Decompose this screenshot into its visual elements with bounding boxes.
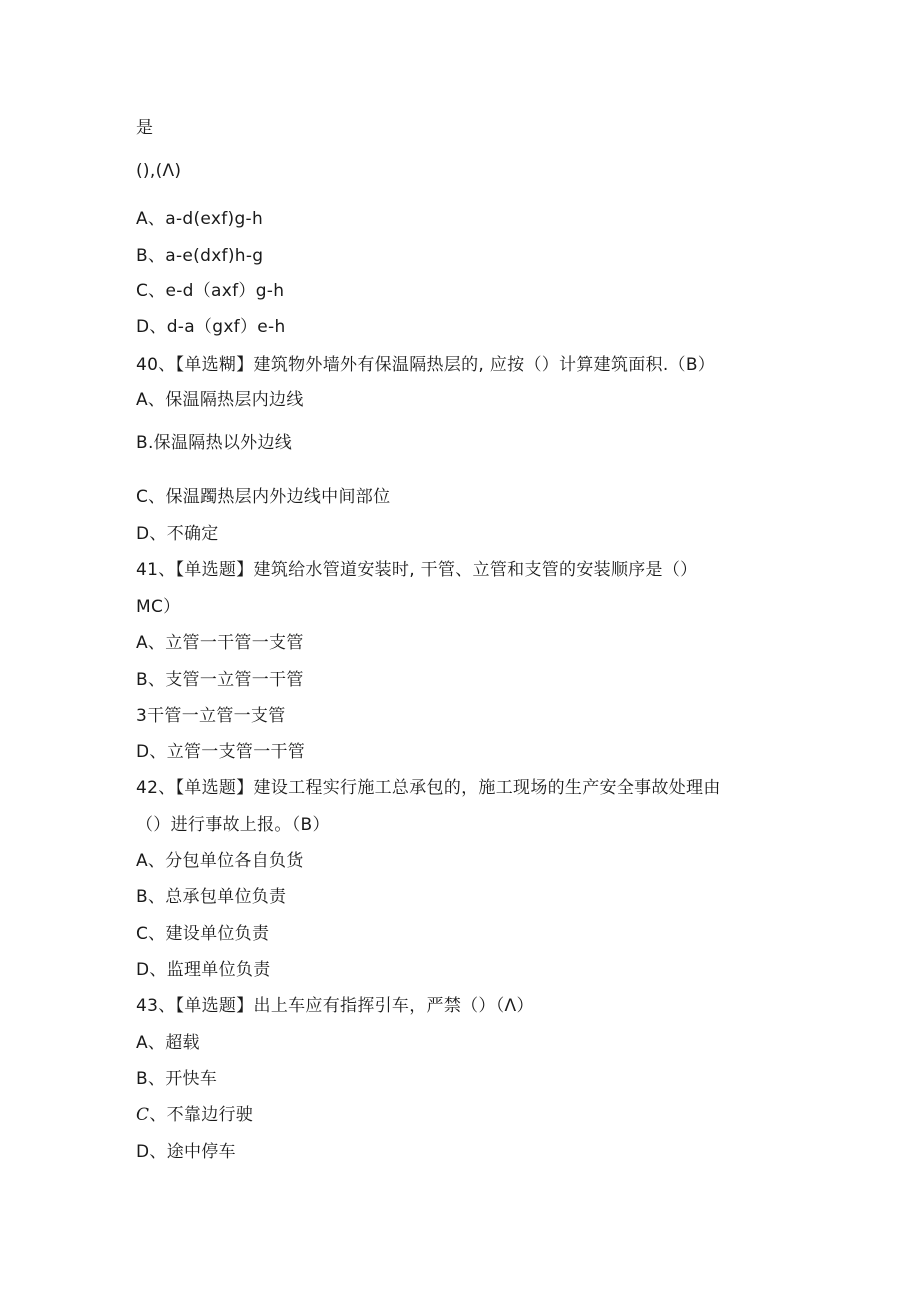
option-line: D、d-a（gxf）e-h [136, 317, 286, 337]
option-line: 3干管一立管一支管 [136, 706, 286, 726]
option-line: A、a-d(exf)g-h [136, 209, 264, 229]
option-text: 、不靠边行驶 [149, 1105, 254, 1125]
option-line: D、立管一支管一干管 [136, 742, 306, 762]
question-40: 40、【单选糊】建筑物外墙外有保温隔热层的, 应按（）计算建筑面积.（B） [136, 355, 716, 375]
option-line: C、保温躅热层内外边线中间部位 [136, 487, 391, 507]
text-line: (),(Λ) [136, 161, 182, 181]
option-line: D、途中停车 [136, 1142, 236, 1162]
option-line: B、开快车 [136, 1069, 218, 1089]
option-line: B、总承包单位负责 [136, 887, 287, 907]
option-line: D、监理单位负责 [136, 960, 271, 980]
question-41: 41、【单选题】建筑给水管道安装时, 干管、立管和支管的安装顺序是（） [136, 560, 698, 580]
option-line: A、立管一干管一支管 [136, 633, 304, 653]
option-label-c: C [136, 1105, 150, 1125]
answer-line: MC） [136, 597, 181, 617]
option-line: C、建设单位负责 [136, 924, 270, 944]
option-line: C、e-d（axf）g-h [136, 281, 285, 301]
question-42-cont: （）进行事故上报。（B） [136, 815, 330, 835]
option-line: A、分包单位各自负货 [136, 851, 304, 871]
text-line: 是 [136, 118, 154, 138]
option-line: B.保温隔热以外边线 [136, 433, 293, 453]
option-line: B、支管一立管一干管 [136, 670, 304, 690]
option-line-c [136, 1104, 253, 1126]
option-line: B、a-e(dxf)h-g [136, 246, 264, 266]
question-43: 43、【单选题】出上车应有指挥引车，严禁（）（Λ） [136, 996, 534, 1016]
question-42: 42、【单选题】建设工程实行施工总承包的，施工现场的生产安全事故处理由 [136, 778, 721, 798]
option-line: A、保温隔热层内边线 [136, 390, 304, 410]
option-line: A、超载 [136, 1033, 200, 1053]
option-line: D、不确定 [136, 524, 219, 544]
